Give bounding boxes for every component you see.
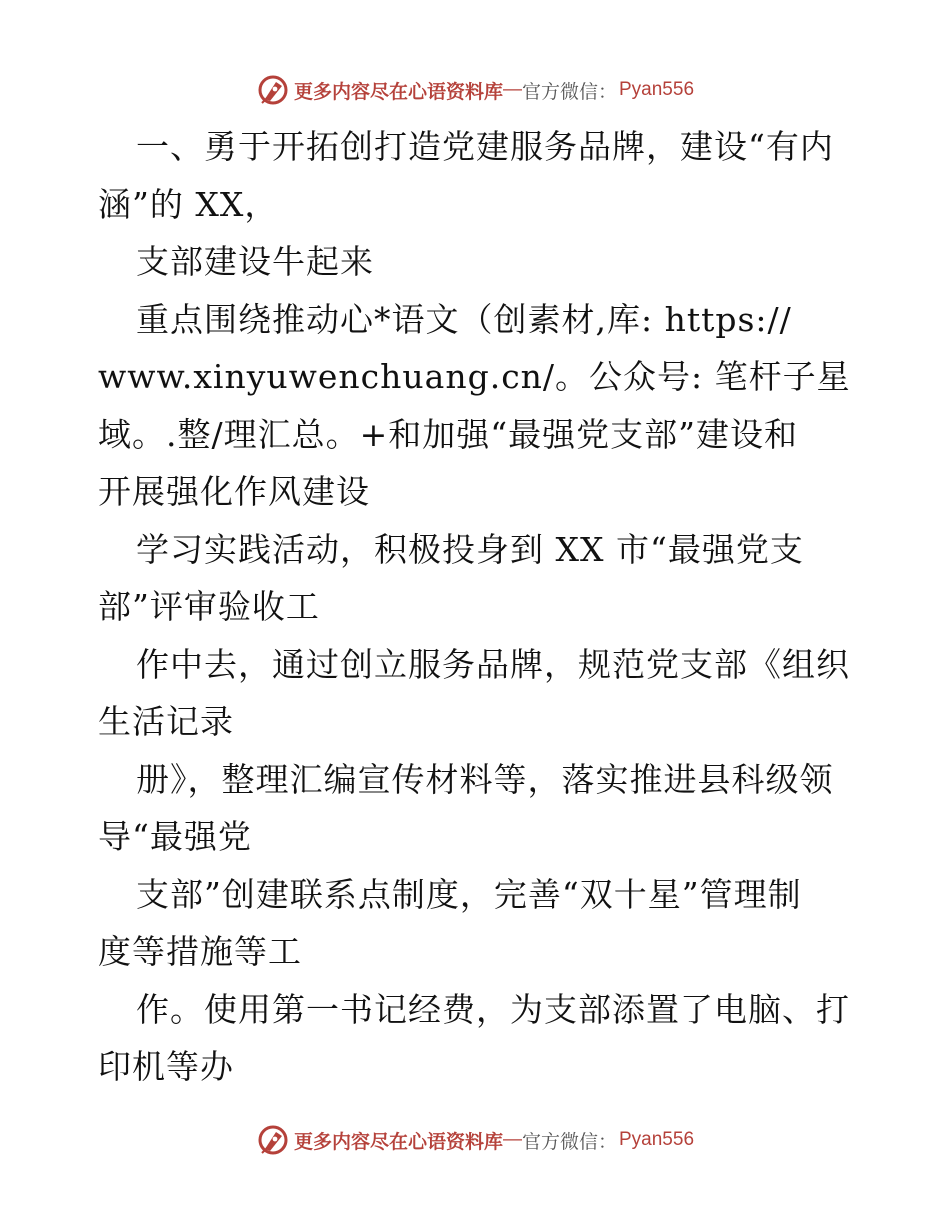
watermark-dash: — xyxy=(502,79,522,100)
paragraph-4: 学习实践活动，积极投身到 XX 市“最强党支 部”评审验收工 xyxy=(98,529,804,626)
pen-nib-logo-icon xyxy=(256,1123,290,1157)
paragraph-2: 支部建设牛起来 xyxy=(136,242,374,281)
watermark-main-text: 更多内容尽在心语资料库 xyxy=(293,81,503,103)
watermark-wechat-id: Pyan556 xyxy=(619,1129,695,1150)
watermark-label: 官方微信： xyxy=(521,1131,617,1153)
document-body xyxy=(98,118,888,1096)
paragraph-8: 作。使用第一书记经费，为支部添置了电脑、打 印机等办 xyxy=(98,989,850,1086)
footer-watermark xyxy=(0,1120,950,1160)
paragraph-6: 册》，整理汇编宣传材料等，落实推进县科级领 导“最强党 xyxy=(98,759,834,856)
watermark-main-text: 更多内容尽在心语资料库 xyxy=(293,1131,503,1153)
paragraph-7: 支部”创建联系点制度，完善“双十星”管理制 度等措施等工 xyxy=(98,874,802,971)
watermark-label: 官方微信： xyxy=(521,81,617,103)
pen-nib-logo-icon xyxy=(256,73,290,107)
paragraph-1: 一、勇于开拓创打造党建服务品牌，建设“有内 涵”的 XX， xyxy=(98,127,834,224)
watermark-dash: — xyxy=(502,1129,522,1150)
paragraph-5: 作中去，通过创立服务品牌，规范党支部《组织 生活记录 xyxy=(98,644,850,741)
header-watermark xyxy=(0,70,950,110)
paragraph-3: 重点围绕推动心*语文（创素材,库: https:// www.xinyuwenchuang.cn/。公众号: 笔杆子星 域。.整/理汇总。+和加强“最强党支部”建设和 开展强化作风建设 xyxy=(98,299,851,511)
watermark-wechat-id: Pyan556 xyxy=(619,79,695,100)
